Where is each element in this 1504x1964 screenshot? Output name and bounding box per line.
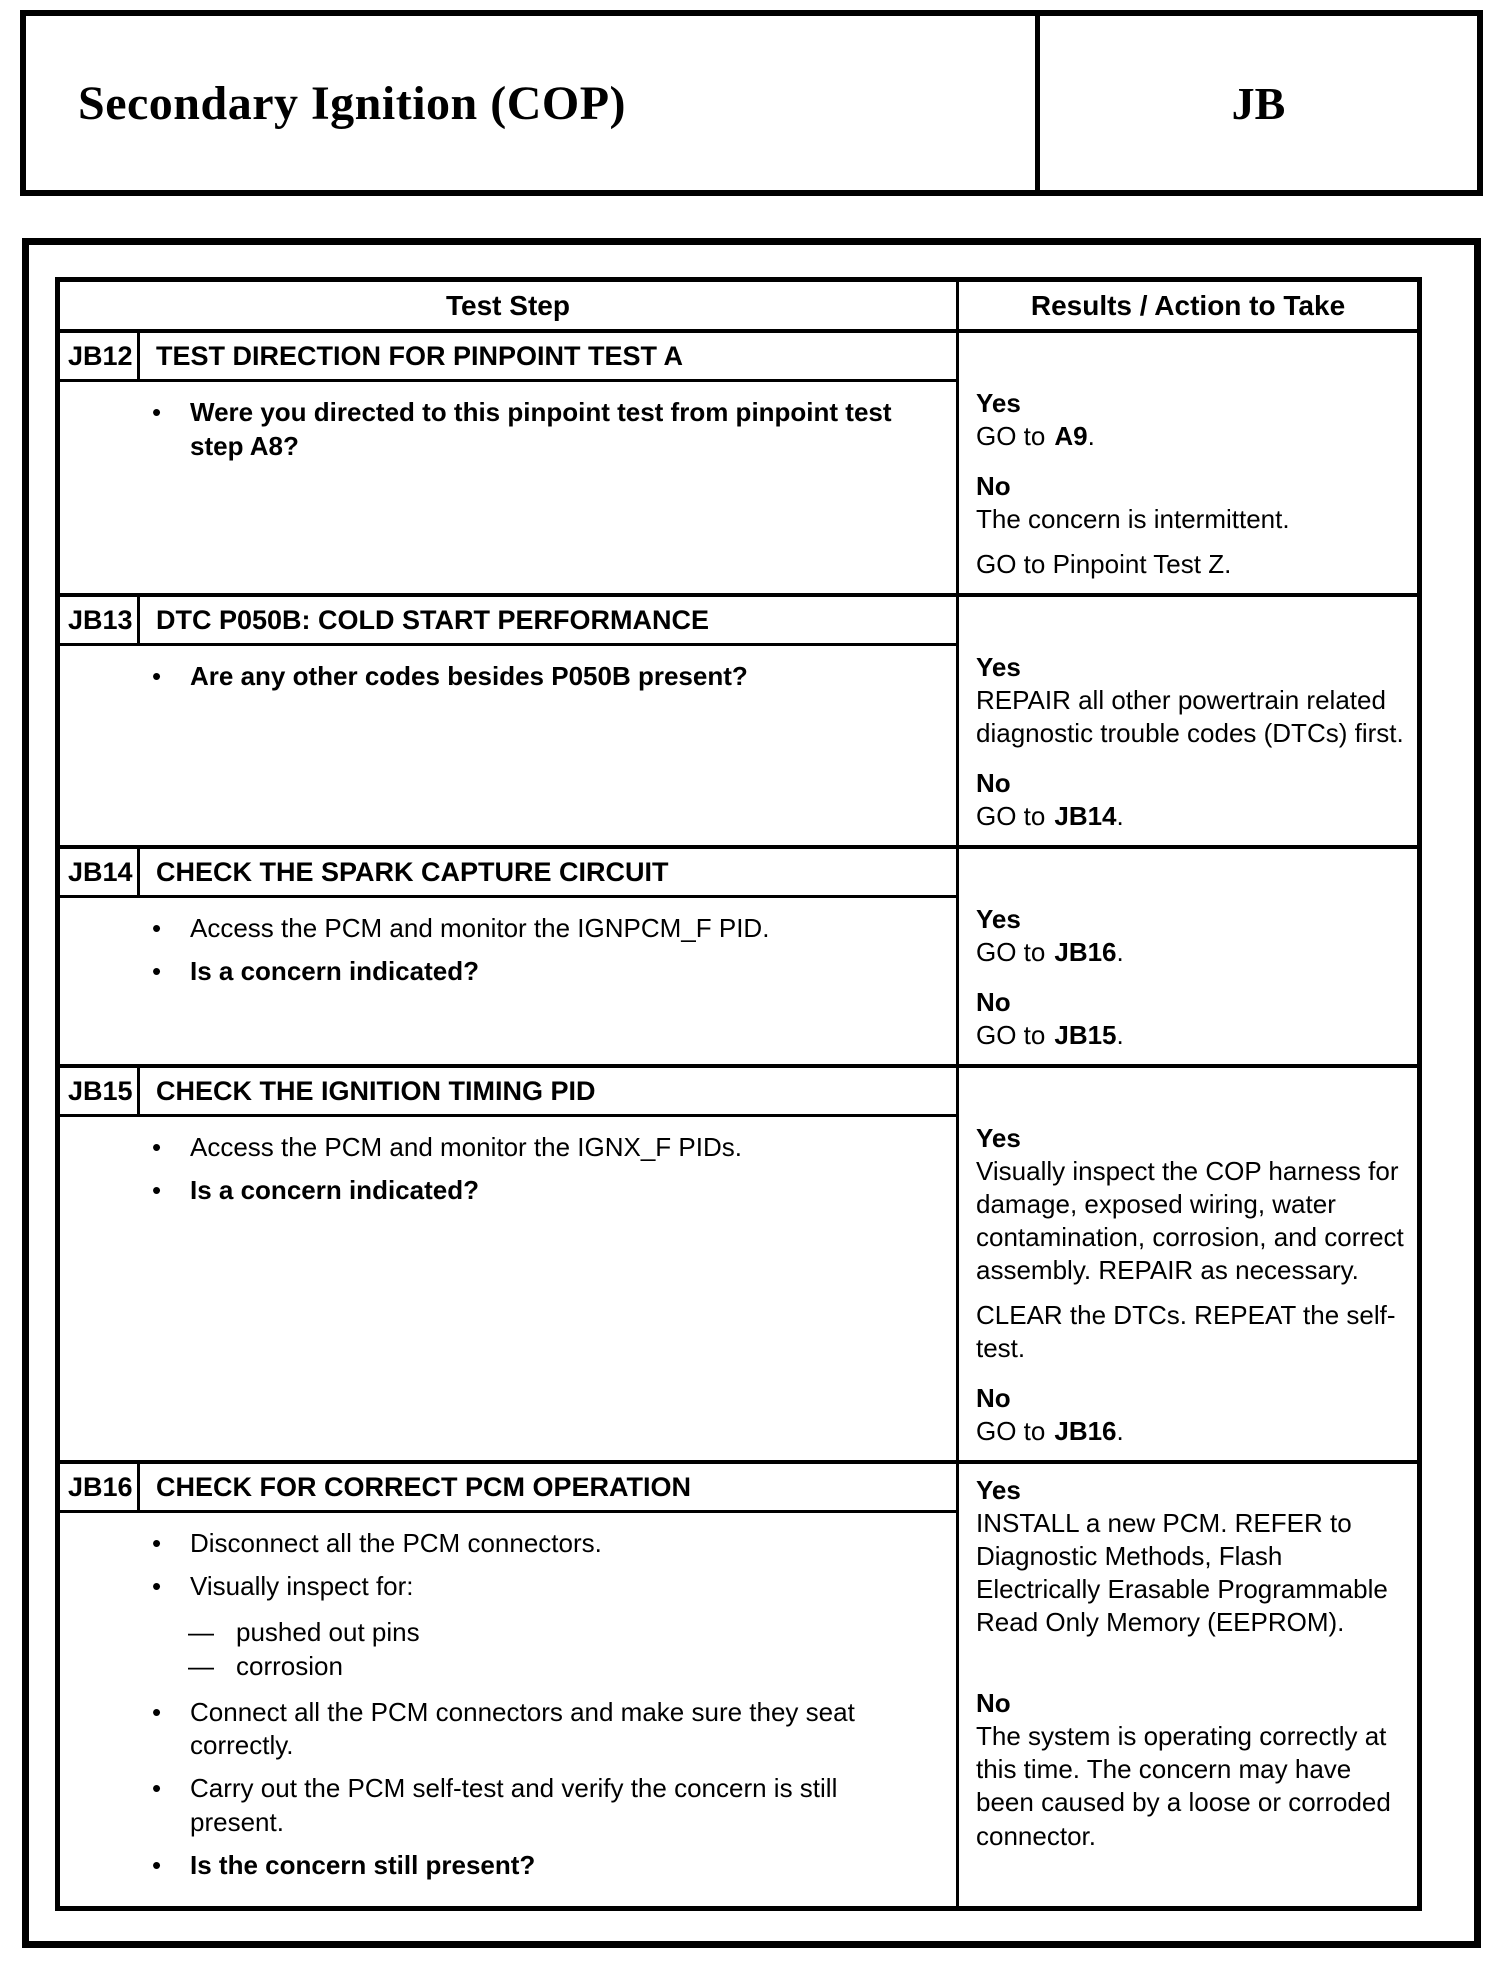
col-header-test-step: Test Step [60, 282, 959, 329]
outer-frame [22, 238, 1481, 1948]
goto-target: JB16 [1054, 937, 1117, 968]
step-title-row [60, 1464, 956, 1513]
bullet-icon: • [152, 661, 162, 692]
bullet-text: Access the PCM and monitor the IGNPCM_F PID. [190, 913, 770, 944]
goto-line [976, 1415, 1409, 1448]
step-id-badge: JB16 [60, 1464, 140, 1510]
dash-text: pushed out pins [236, 1616, 420, 1647]
bullet-text: Carry out the PCM self-test and verify the concern is still present. [190, 1773, 838, 1837]
goto-line [976, 800, 1409, 833]
bullet-text: Connect all the PCM connectors and make sure they seat correctly. [190, 1696, 855, 1761]
results-cell [959, 849, 1417, 1064]
goto-suffix: . [1087, 421, 1095, 452]
result-label-no: No [976, 1383, 1011, 1414]
bullet-icon: • [152, 1773, 162, 1804]
result-text: The concern is intermittent. [976, 504, 1290, 535]
result-label-no: No [976, 987, 1011, 1018]
bullet-icon: • [152, 397, 162, 427]
test-step-cell [60, 597, 959, 845]
goto-prefix: GO to [976, 1020, 1046, 1051]
goto-suffix: . [1116, 1020, 1124, 1051]
bullet-icon: • [152, 1175, 162, 1206]
step-id-badge: JB15 [60, 1068, 140, 1114]
result-label-no: No [976, 1688, 1011, 1719]
step-title: DTC P050B: COLD START PERFORMANCE [156, 605, 710, 636]
bullet-text: Is a concern indicated? [190, 1175, 479, 1206]
goto-target: JB14 [1054, 801, 1117, 832]
results-cell [959, 1068, 1417, 1460]
test-step-section-jb14 [60, 849, 1417, 1068]
test-step-section-jb15 [60, 1068, 1417, 1464]
goto-line [976, 1019, 1409, 1052]
step-body [60, 1513, 956, 1905]
bullet-text: Is the concern still present? [190, 1849, 536, 1880]
goto-suffix: . [1116, 801, 1124, 832]
dash-icon: — [188, 1650, 214, 1681]
test-step-cell [60, 333, 959, 593]
goto-target: JB15 [1054, 1020, 1117, 1051]
step-title: CHECK FOR CORRECT PCM OPERATION [156, 1472, 692, 1503]
bullet-icon: • [152, 1849, 162, 1880]
dash-text: corrosion [236, 1650, 343, 1681]
document-title: Secondary Ignition (COP) [78, 76, 627, 130]
bullet-item [60, 1174, 928, 1208]
result-text: INSTALL a new PCM. REFER to Diagnostic Methods, Flash Electrically Erasable Programmable Read Only Memory (EEPROM). [976, 1508, 1388, 1638]
goto-line [976, 420, 1409, 453]
bullet-item [60, 1849, 928, 1883]
bullet-item [60, 912, 928, 946]
bullet-icon: • [152, 955, 162, 986]
page-header [20, 10, 1483, 196]
result-label-no: No [976, 768, 1011, 799]
step-title-row [60, 333, 956, 382]
bullet-icon: • [152, 1696, 162, 1727]
step-body [60, 646, 956, 845]
test-step-section-jb13 [60, 597, 1417, 849]
result-label-yes: Yes [976, 1123, 1021, 1154]
result-text: REPAIR all other powertrain related diagnostic trouble codes (DTCs) first. [976, 685, 1404, 749]
bullet-item [60, 660, 928, 694]
step-body [60, 382, 956, 593]
step-id-badge: JB13 [60, 597, 140, 643]
bullet-icon: • [152, 913, 162, 944]
step-title: TEST DIRECTION FOR PINPOINT TEST A [156, 341, 684, 371]
result-label-yes: Yes [976, 1475, 1021, 1506]
goto-prefix: GO to [976, 937, 1046, 968]
test-step-section-jb16 [60, 1464, 1417, 1905]
step-body [60, 898, 956, 1064]
goto-target: A9 [1054, 421, 1088, 452]
step-title: CHECK THE IGNITION TIMING PID [156, 1076, 596, 1107]
goto-prefix: GO to [976, 801, 1046, 832]
bullet-item [60, 955, 928, 989]
dash-item [60, 1616, 928, 1650]
bullet-text: Are any other codes besides P050B present? [190, 661, 748, 692]
goto-prefix: GO to [976, 1416, 1046, 1447]
bullet-icon: • [152, 1132, 162, 1163]
step-id-badge: JB14 [60, 849, 140, 895]
goto-suffix: . [1116, 1416, 1124, 1447]
results-cell [959, 333, 1417, 593]
inspect-sublist [60, 1616, 928, 1684]
step-id-badge: JB12 [60, 333, 140, 379]
pinpoint-test-table [55, 277, 1422, 1911]
test-step-cell [60, 1068, 959, 1460]
goto-prefix: GO to [976, 421, 1046, 452]
result-label-yes: Yes [976, 904, 1021, 935]
bullet-item [60, 1527, 928, 1561]
bullet-text: Disconnect all the PCM connectors. [190, 1528, 602, 1559]
pinpoint-test-code: JB [1231, 77, 1286, 129]
result-text: CLEAR the DTCs. REPEAT the self-test. [976, 1300, 1396, 1364]
col-header-results: Results / Action to Take [1030, 290, 1346, 321]
bullet-text: Were you directed to this pinpoint test from pinpoint test step A8? [190, 397, 892, 461]
results-cell [959, 1464, 1417, 1905]
result-label-no: No [976, 471, 1011, 502]
results-cell [959, 597, 1417, 845]
goto-line [976, 936, 1409, 969]
bullet-text: Access the PCM and monitor the IGNX_F PIDs. [190, 1132, 742, 1163]
bullet-icon: • [152, 1528, 162, 1559]
test-step-cell [60, 849, 959, 1064]
bullet-text: Visually inspect for: [190, 1571, 414, 1602]
step-title: CHECK THE SPARK CAPTURE CIRCUIT [156, 857, 669, 888]
step-title-row [60, 1068, 956, 1117]
result-text: GO to Pinpoint Test Z. [976, 549, 1232, 580]
bullet-item [60, 1570, 928, 1604]
result-label-yes: Yes [976, 652, 1021, 683]
step-body [60, 1117, 956, 1460]
dash-item [60, 1650, 928, 1684]
bullet-text: Is a concern indicated? [190, 955, 479, 986]
bullet-item [60, 396, 928, 464]
test-step-cell [60, 1464, 959, 1905]
dash-icon: — [188, 1616, 214, 1647]
page-header-title-cell [26, 16, 1040, 190]
step-title-row [60, 597, 956, 646]
goto-suffix: . [1116, 937, 1124, 968]
bullet-item [60, 1696, 928, 1764]
result-text: Visually inspect the COP harness for damage, exposed wiring, water contamination, corrosion, and correct assembly. REPAIR as necessary. [976, 1156, 1404, 1286]
result-label-yes: Yes [976, 388, 1021, 418]
test-step-section-jb12 [60, 333, 1417, 597]
bullet-item [60, 1131, 928, 1165]
table-header-row [60, 282, 1417, 333]
bullet-icon: • [152, 1571, 162, 1602]
step-title-row [60, 849, 956, 898]
bullet-item [60, 1772, 928, 1840]
page-header-code-cell [1040, 16, 1477, 190]
result-text: The system is operating correctly at this time. The concern may have been caused by a loose or corroded connector. [976, 1721, 1391, 1851]
goto-target: JB16 [1054, 1416, 1117, 1447]
